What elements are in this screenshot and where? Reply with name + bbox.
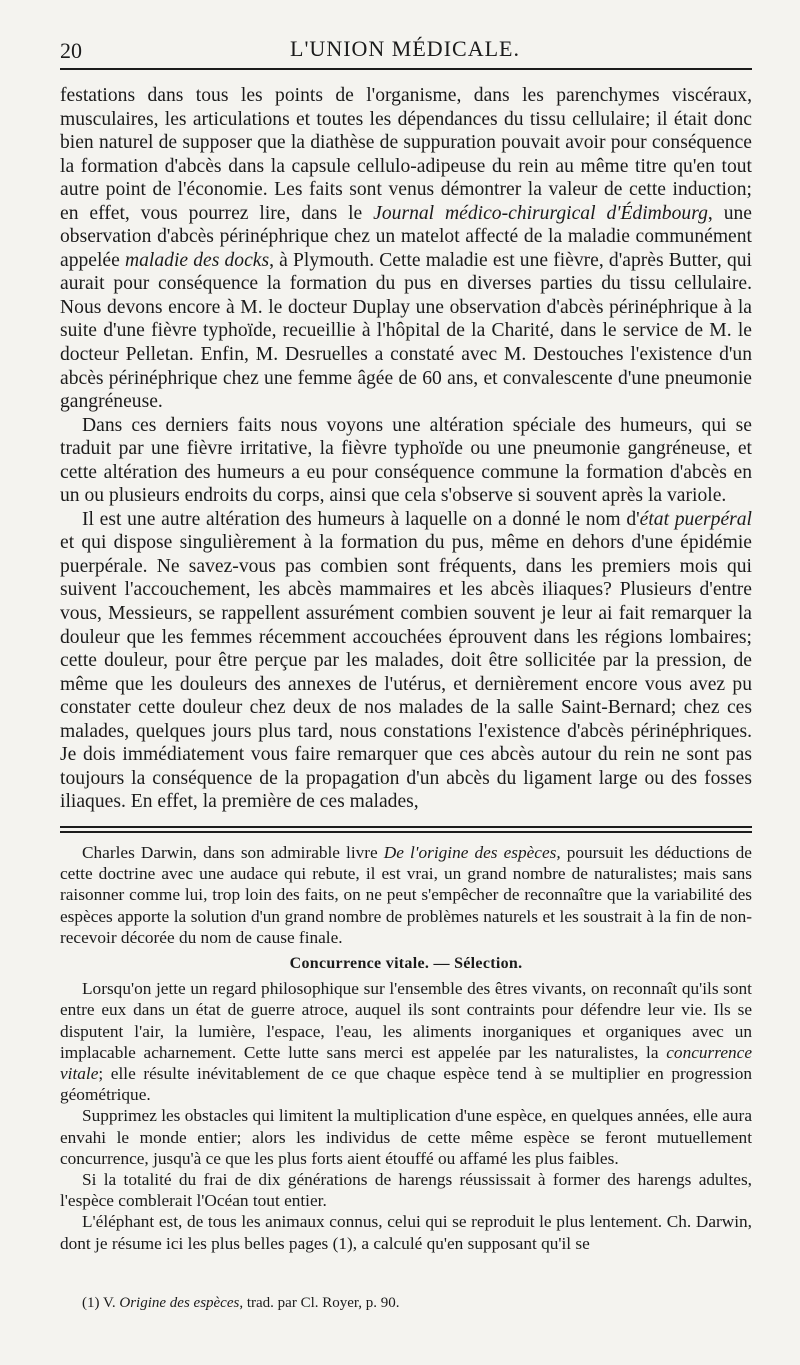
- section-heading: Concurrence vitale. — Sélection.: [289, 955, 523, 973]
- page-number: 20: [60, 38, 82, 63]
- disease-name: maladie des docks: [124, 249, 270, 271]
- journal-title: Journal médico-chirurgical d'Édimbourg: [373, 202, 708, 224]
- footnote-title: Origine des espèces: [119, 1295, 240, 1311]
- running-title: L'UNION MÉDICALE.: [290, 36, 520, 61]
- feuilleton-separator-bottom: [60, 831, 752, 833]
- footnote: (1) V. Origine des espèces, trad. par Cl. Royer, p. 90.: [82, 1295, 400, 1311]
- feuilleton-paragraph-5: L'éléphant est, de tous les animaux connus, celui qui se reproduit le plus lentement. Ch. Darwin, dont je résume ici les plus belles pages (1), a calculé qu'en supposant qu'il se: [60, 1212, 752, 1253]
- book-title: De l'origine des espèces,: [383, 843, 561, 862]
- article-paragraph-1: festations dans tous les points de l'organisme, dans les parenchymes viscéraux, musculaires, les articulations et toutes les dépendances du tissu cellulaire; il était donc bien naturel de supposer que la diathèse de suppuration pouvait avoir pour conséquence la formation d'abcès dans la capsule cellulo-adipeuse du rein au même titre qu'en tout autre point de l'économie. Les faits sont venus démontrer la valeur de cette induction; en effet, vous pourrez lire, dans le Journal médico-chirurgical d'Édimbourg, une observation d'abcès périnéphrique chez un matelot affecté de la maladie communément appelée maladie des docks, à Plymouth. Cette maladie est une fièvre, d'après Butter, qui aurait pour conséquence la formation du pus en diverses parties du tissu cellulaire. Nous devons encore à M. le docteur Duplay une observation d'abcès périnéphrique à la suite d'une fièvre typhoïde, recueillie à l'hôpital de la Charité, dans le service de M. le docteur Pelletan. Enfin, M. Desruelles a constaté avec M. Destouches l'existence d'un abcès périnéphrique chez une femme âgée de 60 ans, et convalescente d'une pneumonie gangréneuse.: [60, 85, 752, 413]
- term-concurrence-vitale: concurrence vitale: [60, 1042, 752, 1084]
- page-header: [60, 34, 750, 64]
- article-paragraph-2: Dans ces derniers faits nous voyons une altération spéciale des humeurs, qui se traduit par une fièvre irritative, la fièvre typhoïde ou une pneumonie gangréneuse, et cette altération des humeurs a eu pour conséquence commune la formation d'abcès en un ou plusieurs endroits du corps, ainsi que cela s'observe si souvent après la variole.: [60, 414, 752, 507]
- header-rule: [60, 68, 752, 70]
- feuilleton-separator-top: [60, 826, 752, 828]
- feuilleton-paragraph-2: Lorsqu'on jette un regard philosophique sur l'ensemble des êtres vivants, on reconnaît qu'ils sont entre eux dans un état de guerre atroce, auquel ils sont contraints pour défendre leur vie. Ils se disputent l'air, la lumière, l'espace, l'eau, les aliments inorganiques et organiques avec un implacable acharnement. Cette lutte sans merci est appelée par les naturalistes, la concurrence vitale; elle résulte inévitablement de ce que chaque espèce tend à se multiplier en progression géométrique.: [60, 979, 752, 1105]
- feuilleton: [60, 842, 752, 1254]
- article-body: [60, 84, 752, 814]
- article-paragraph-3: Il est une autre altération des humeurs à laquelle on a donné le nom d'état puerpéral et qui dispose singulièrement à la formation du pus, même en dehors d'une épidémie puerpérale. Ne savez-vous pas combien sont fréquents, dans les premiers mois qui suivent l'accouchement, les abcès mammaires et les abcès iliaques? Plusieurs d'entre vous, Messieurs, se rappellent assurément combien souvent je leur ai fait remarquer la douleur que les femmes récemment accouchées éprouvent dans les régions lombaires; cette douleur, pour être perçue par les malades, doit être sollicitée par la pression, de même que les douleurs des annexes de l'utérus, et dernièrement encore vous avez pu constater cette douleur chez deux de nos malades de la salle Saint-Bernard; chez ces malades, quelques jours plus tard, nous constations l'existence d'abcès périnéphriques. Je dois immédiatement vous faire remarquer que ces abcès autour du rein ne sont pas toujours la conséquence de la propagation d'un abcès du ligament large ou des fosses iliaques. En effet, la première de ces malades,: [60, 508, 753, 813]
- feuilleton-paragraph-1: Charles Darwin, dans son admirable livre De l'origine des espèces, poursuit les déductions de cette doctrine avec une audace qui rebute, il est vrai, un grand nombre de naturalistes; mais sans raisonner comme lui, trop loin des faits, on ne peut s'empêcher de reconnaître que la variabilité des espèces apporte la solution d'un grand nombre de problèmes naturels et les soustrait à la fin de non-recevoir décorée du nom de cause finale.: [60, 843, 752, 947]
- feuilleton-paragraph-4: Si la totalité du frai de dix générations de harengs réussissait à former des harengs adultes, l'espèce comblerait l'Océan tout entier.: [60, 1170, 752, 1211]
- term-etat-puerperal: état puerpéral: [639, 508, 753, 530]
- feuilleton-paragraph-3: Supprimez les obstacles qui limitent la multiplication d'une espèce, en quelques années, elle aura envahi le monde entier; alors les individus de cette même espèce se feront mutuellement concurrence, jusqu'à ce que les plus forts aient étouffé ou affamé les plus faibles.: [60, 1106, 752, 1168]
